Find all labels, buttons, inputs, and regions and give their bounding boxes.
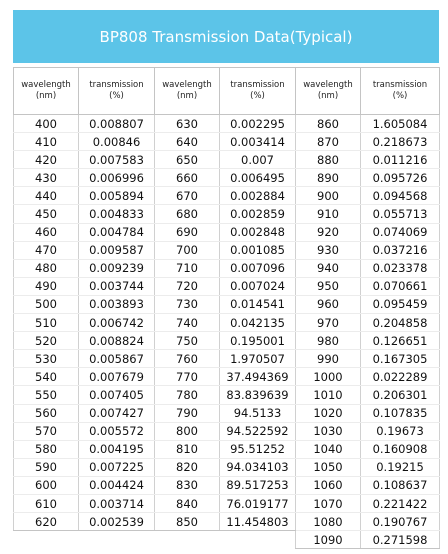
transmission-cell: 1.970507 [220, 350, 296, 368]
header-transmission-label: transmission [372, 80, 428, 90]
wavelength-cell: 1020 [296, 404, 361, 422]
wavelength-cell: 610 [14, 494, 79, 512]
wavelength-cell: 880 [296, 151, 361, 169]
table-row [14, 205, 440, 223]
transmission-cell: 0.160908 [361, 440, 440, 458]
wavelength-cell: 960 [296, 295, 361, 313]
table-row [14, 476, 440, 494]
header-transmission-2 [220, 68, 296, 115]
table-row [14, 368, 440, 386]
transmission-cell: 0.005867 [79, 350, 155, 368]
transmission-cell: 0.042135 [220, 314, 296, 332]
transmission-cell: 0.009239 [79, 259, 155, 277]
transmission-cell: 0.009587 [79, 241, 155, 259]
empty-cell [79, 531, 155, 549]
header-wavelength-label: wavelength [303, 80, 353, 90]
wavelength-cell: 590 [14, 458, 79, 476]
transmission-cell: 0.004833 [79, 205, 155, 223]
transmission-cell: 0.014541 [220, 295, 296, 313]
wavelength-cell: 770 [155, 368, 220, 386]
wavelength-cell: 740 [155, 314, 220, 332]
transmission-cell: 0.167305 [361, 350, 440, 368]
transmission-cell: 0.218673 [361, 133, 440, 151]
wavelength-cell: 1090 [296, 531, 361, 549]
wavelength-cell: 1080 [296, 513, 361, 531]
transmission-cell: 0.002295 [220, 115, 296, 133]
transmission-cell: 0.094568 [361, 187, 440, 205]
empty-cell [155, 531, 220, 549]
wavelength-cell: 470 [14, 241, 79, 259]
header-transmission-unit: (%) [109, 91, 124, 101]
wavelength-cell: 400 [14, 115, 79, 133]
transmission-cell: 0.008807 [79, 115, 155, 133]
wavelength-cell: 980 [296, 332, 361, 350]
transmission-cell: 1.605084 [361, 115, 440, 133]
table-row [14, 440, 440, 458]
transmission-cell: 0.004784 [79, 223, 155, 241]
transmission-cell: 0.022289 [361, 368, 440, 386]
transmission-cell: 0.006742 [79, 314, 155, 332]
wavelength-cell: 850 [155, 513, 220, 531]
table-row [14, 314, 440, 332]
wavelength-cell: 1070 [296, 494, 361, 512]
transmission-cell: 0.003714 [79, 494, 155, 512]
transmission-cell: 11.454803 [220, 513, 296, 531]
transmission-cell: 0.107835 [361, 404, 440, 422]
transmission-cell: 0.004195 [79, 440, 155, 458]
header-transmission-unit: (%) [392, 91, 408, 101]
transmission-cell: 0.006996 [79, 169, 155, 187]
wavelength-cell: 890 [296, 169, 361, 187]
wavelength-cell: 730 [155, 295, 220, 313]
transmission-cell: 0.002848 [220, 223, 296, 241]
transmission-cell: 0.003893 [79, 295, 155, 313]
table-row [14, 259, 440, 277]
header-transmission-label: transmission [230, 80, 285, 90]
wavelength-cell: 780 [155, 386, 220, 404]
transmission-cell: 0.002539 [79, 513, 155, 531]
table-title: BP808 Transmission Data(Typical) [99, 27, 353, 46]
wavelength-cell: 430 [14, 169, 79, 187]
header-wavelength-unit: (nm) [317, 91, 339, 101]
transmission-cell: 0.002884 [220, 187, 296, 205]
table-row [14, 295, 440, 313]
transmission-cell: 0.023378 [361, 259, 440, 277]
wavelength-cell: 1030 [296, 422, 361, 440]
header-wavelength-unit: (nm) [35, 91, 57, 101]
wavelength-cell: 680 [155, 205, 220, 223]
transmission-cell: 95.51252 [220, 440, 296, 458]
wavelength-cell: 840 [155, 494, 220, 512]
transmission-cell: 94.034103 [220, 458, 296, 476]
transmission-cell: 94.522592 [220, 422, 296, 440]
transmission-cell: 0.206301 [361, 386, 440, 404]
table-row [14, 223, 440, 241]
wavelength-cell: 1040 [296, 440, 361, 458]
transmission-cell: 0.19673 [361, 422, 440, 440]
table-row [14, 332, 440, 350]
transmission-cell: 0.008824 [79, 332, 155, 350]
header-wavelength-1 [14, 68, 79, 115]
transmission-cell: 0.007 [220, 151, 296, 169]
transmission-cell: 37.494369 [220, 368, 296, 386]
wavelength-cell: 910 [296, 205, 361, 223]
table-row [14, 187, 440, 205]
table-row [14, 386, 440, 404]
wavelength-cell: 820 [155, 458, 220, 476]
wavelength-cell: 940 [296, 259, 361, 277]
table-title-banner [13, 10, 439, 63]
transmission-data-table [13, 67, 440, 549]
table-body [14, 115, 440, 549]
transmission-cell: 0.19215 [361, 458, 440, 476]
transmission-cell: 0.00846 [79, 133, 155, 151]
transmission-cell: 0.007427 [79, 404, 155, 422]
wavelength-cell: 1000 [296, 368, 361, 386]
header-wavelength-2 [155, 68, 220, 115]
wavelength-cell: 660 [155, 169, 220, 187]
wavelength-cell: 650 [155, 151, 220, 169]
wavelength-cell: 570 [14, 422, 79, 440]
transmission-cell: 0.007679 [79, 368, 155, 386]
transmission-cell: 0.006495 [220, 169, 296, 187]
transmission-cell: 83.839639 [220, 386, 296, 404]
table-row [14, 494, 440, 512]
header-transmission-unit: (%) [250, 91, 265, 101]
transmission-cell: 0.005572 [79, 422, 155, 440]
header-transmission-3 [361, 68, 440, 115]
wavelength-cell: 620 [14, 513, 79, 531]
wavelength-cell: 640 [155, 133, 220, 151]
wavelength-cell: 930 [296, 241, 361, 259]
wavelength-cell: 900 [296, 187, 361, 205]
transmission-cell: 0.005894 [79, 187, 155, 205]
table-row [14, 458, 440, 476]
wavelength-cell: 560 [14, 404, 79, 422]
transmission-cell: 0.007405 [79, 386, 155, 404]
wavelength-cell: 500 [14, 295, 79, 313]
wavelength-cell: 920 [296, 223, 361, 241]
table-row [14, 422, 440, 440]
wavelength-cell: 450 [14, 205, 79, 223]
wavelength-cell: 1050 [296, 458, 361, 476]
transmission-cell: 0.007225 [79, 458, 155, 476]
transmission-cell: 0.011216 [361, 151, 440, 169]
table-row [14, 531, 440, 549]
header-row [14, 68, 440, 115]
header-transmission-label: transmission [89, 80, 144, 90]
transmission-cell: 0.004424 [79, 476, 155, 494]
wavelength-cell: 810 [155, 440, 220, 458]
wavelength-cell: 950 [296, 277, 361, 295]
transmission-cell: 0.195001 [220, 332, 296, 350]
wavelength-cell: 760 [155, 350, 220, 368]
wavelength-cell: 510 [14, 314, 79, 332]
transmission-cell: 0.007583 [79, 151, 155, 169]
table-row [14, 169, 440, 187]
table-row [14, 115, 440, 133]
header-wavelength-label: wavelength [21, 80, 71, 90]
wavelength-cell: 580 [14, 440, 79, 458]
transmission-cell: 0.108637 [361, 476, 440, 494]
transmission-cell: 0.204858 [361, 314, 440, 332]
wavelength-cell: 990 [296, 350, 361, 368]
wavelength-cell: 480 [14, 259, 79, 277]
header-wavelength-label: wavelength [162, 80, 212, 90]
wavelength-cell: 860 [296, 115, 361, 133]
empty-cell [220, 531, 296, 549]
transmission-cell: 0.074069 [361, 223, 440, 241]
wavelength-cell: 750 [155, 332, 220, 350]
wavelength-cell: 970 [296, 314, 361, 332]
wavelength-cell: 670 [155, 187, 220, 205]
table-row [14, 350, 440, 368]
wavelength-cell: 540 [14, 368, 79, 386]
header-wavelength-unit: (nm) [176, 91, 198, 101]
header-wavelength-3 [296, 68, 361, 115]
wavelength-cell: 710 [155, 259, 220, 277]
table-row [14, 513, 440, 531]
wavelength-cell: 420 [14, 151, 79, 169]
transmission-cell: 0.003414 [220, 133, 296, 151]
transmission-cell: 0.070661 [361, 277, 440, 295]
table-row [14, 404, 440, 422]
transmission-cell: 0.007096 [220, 259, 296, 277]
wavelength-cell: 520 [14, 332, 79, 350]
transmission-cell: 0.002859 [220, 205, 296, 223]
table-row [14, 277, 440, 295]
transmission-cell: 0.190767 [361, 513, 440, 531]
wavelength-cell: 490 [14, 277, 79, 295]
transmission-cell: 0.003744 [79, 277, 155, 295]
wavelength-cell: 690 [155, 223, 220, 241]
wavelength-cell: 800 [155, 422, 220, 440]
transmission-cell: 76.019177 [220, 494, 296, 512]
wavelength-cell: 550 [14, 386, 79, 404]
empty-cell [14, 531, 79, 549]
wavelength-cell: 460 [14, 223, 79, 241]
transmission-cell: 0.095459 [361, 295, 440, 313]
wavelength-cell: 870 [296, 133, 361, 151]
wavelength-cell: 790 [155, 404, 220, 422]
transmission-cell: 94.5133 [220, 404, 296, 422]
transmission-cell: 89.517253 [220, 476, 296, 494]
wavelength-cell: 410 [14, 133, 79, 151]
table-row [14, 151, 440, 169]
wavelength-cell: 830 [155, 476, 220, 494]
wavelength-cell: 700 [155, 241, 220, 259]
transmission-cell: 0.271598 [361, 531, 440, 549]
table-row [14, 133, 440, 151]
transmission-cell: 0.055713 [361, 205, 440, 223]
header-transmission-1 [79, 68, 155, 115]
transmission-cell: 0.037216 [361, 241, 440, 259]
wavelength-cell: 530 [14, 350, 79, 368]
transmission-cell: 0.095726 [361, 169, 440, 187]
wavelength-cell: 440 [14, 187, 79, 205]
wavelength-cell: 720 [155, 277, 220, 295]
wavelength-cell: 1060 [296, 476, 361, 494]
table-row [14, 241, 440, 259]
transmission-cell: 0.221422 [361, 494, 440, 512]
wavelength-cell: 630 [155, 115, 220, 133]
transmission-cell: 0.007024 [220, 277, 296, 295]
wavelength-cell: 600 [14, 476, 79, 494]
transmission-cell: 0.126651 [361, 332, 440, 350]
wavelength-cell: 1010 [296, 386, 361, 404]
transmission-cell: 0.001085 [220, 241, 296, 259]
